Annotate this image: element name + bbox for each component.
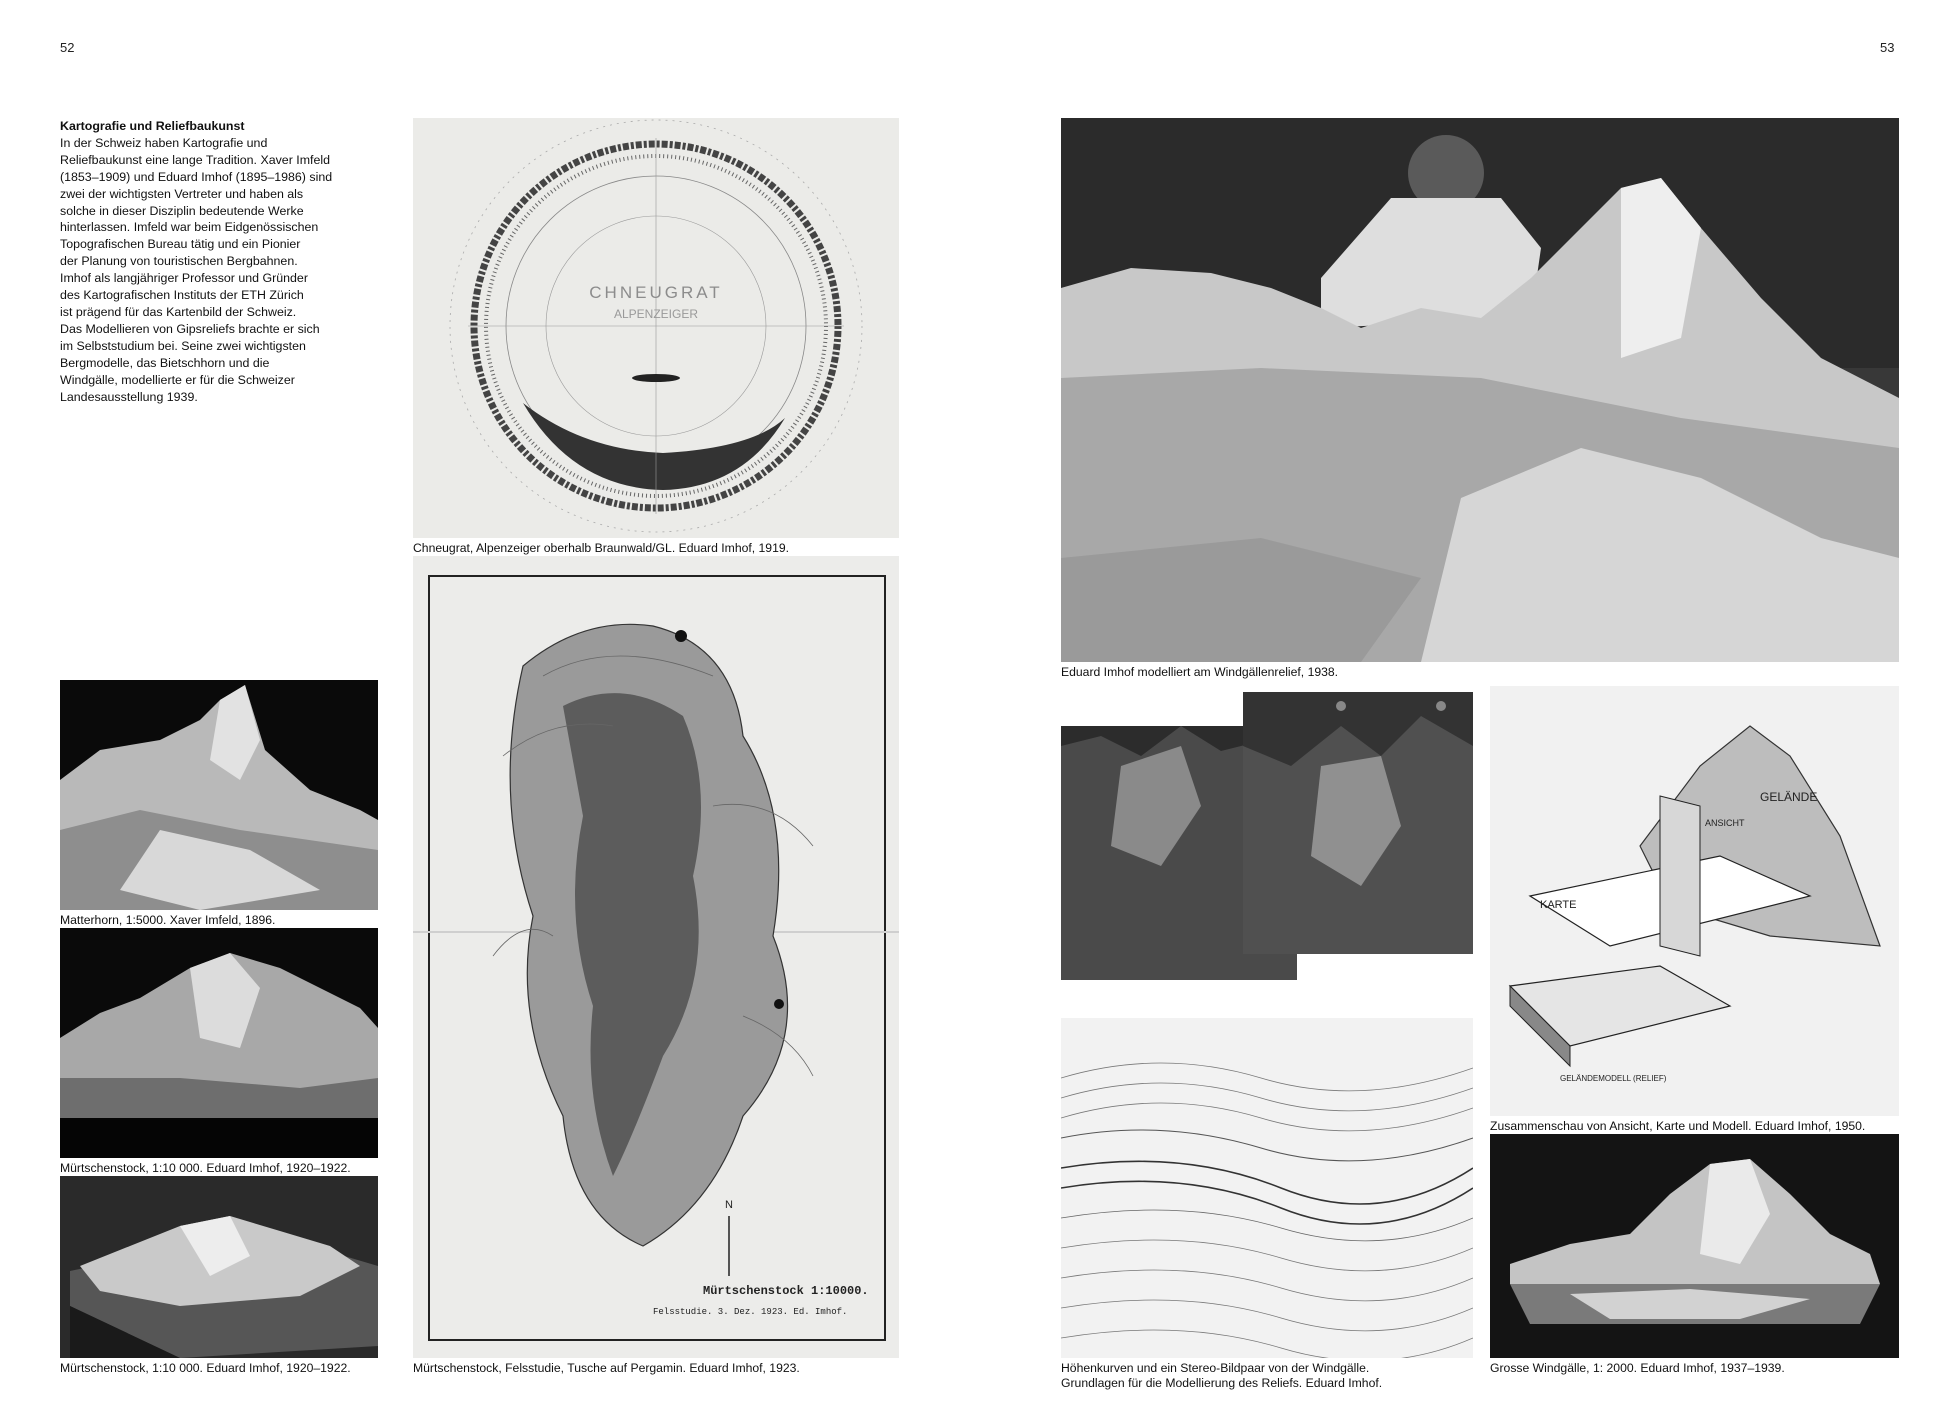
caption-matterhorn: Matterhorn, 1:5000. Xaver Imfeld, 1896. [60,913,276,927]
caption-zusammenschau: Zusammenschau von Ansicht, Karte und Modell. Eduard Imhof, 1950. [1490,1119,1866,1133]
intro-line: im Selbststudium bei. Seine zwei wichtigsten [60,338,306,353]
intro-line: hinterlassen. Imfeld war beim Eidgenössischen [60,220,319,235]
intro-line: Reliefbaukunst eine lange Tradition. Xaver Imfeld [60,152,330,167]
caption-hoehenkurven-line-1: Höhenkurven und ein Stereo-Bildpaar von der Windgälle. [1061,1361,1370,1375]
intro-line: Windgälle, modellierte er für die Schweizer [60,372,295,387]
page-number-right: 53 [1880,40,1895,55]
caption-chneugrat: Chneugrat, Alpenzeiger oberhalb Braunwald/GL. Eduard Imhof, 1919. [413,541,790,555]
felsstudie-drawing [413,556,899,1358]
caption-grosse-windgaelle: Grosse Windgälle, 1: 2000. Eduard Imhof, 1937–1939. [1490,1361,1785,1375]
intro-line: ist prägend für das Kartenbild der Schweiz. [60,304,297,319]
caption-hoehenkurven [1061,1361,1382,1391]
caption-hoehenkurven-line-2: Grundlagen für die Modellierung des Reliefs. Eduard Imhof. [1061,1376,1383,1390]
diagram-label-gelaende: GELÄNDE [1760,790,1818,804]
zusammenschau-diagram [1490,686,1899,1116]
page-number-left: 52 [60,40,75,55]
intro-body [60,135,378,406]
muertschenstock-relief-photo-2 [60,1176,378,1358]
intro-line: der Planung von touristischen Bergbahnen. [60,254,298,269]
intro-line: des Kartografischen Instituts der ETH Zürich [60,288,304,303]
chneugrat-panorama-drawing [413,118,899,538]
muertschenstock-relief-photo-1 [60,928,378,1158]
diagram-label-modell: GELÄNDEMODELL (RELIEF) [1560,1074,1667,1083]
chneugrat-center-subtitle: ALPENZEIGER [613,307,699,321]
stereo-photo-pair [1061,686,1473,980]
intro-heading: Kartografie und Reliefbaukunst [60,119,245,133]
intro-line: (1853–1909) und Eduard Imhof (1895–1986) sind [60,169,333,184]
diagram-label-ansicht: ANSICHT [1705,818,1745,828]
felsstudie-title-label: Mürtschenstock 1:10000. [703,1284,869,1298]
intro-line: In der Schweiz haben Kartografie und [60,135,268,150]
intro-text-block [60,118,378,405]
intro-line: Topografischen Bureau tätig und ein Pionier [60,237,301,252]
intro-line: Bergmodelle, das Bietschhorn und die [60,355,270,370]
intro-line: Das Modellieren von Gipsreliefs brachte er sich [60,321,320,336]
diagram-label-karte: KARTE [1540,899,1577,911]
felsstudie-note-label: Felsstudie. 3. Dez. 1923. Ed. Imhof. [653,1307,848,1317]
intro-line: Landesausstellung 1939. [60,389,198,404]
intro-line: Imhof als langjähriger Professor und Gründer [60,271,308,286]
grosse-windgaelle-relief-photo [1490,1134,1899,1358]
chneugrat-center-title: CHNEUGRAT [589,283,723,302]
intro-line: zwei der wichtigsten Vertreter und haben als [60,186,304,201]
felsstudie-north-label: N [725,1199,733,1211]
caption-felsstudie: Mürtschenstock, Felsstudie, Tusche auf Pergamin. Eduard Imhof, 1923. [413,1361,800,1375]
imhof-modelling-photo [1061,118,1899,662]
caption-imhof-photo: Eduard Imhof modelliert am Windgällenrelief, 1938. [1061,665,1339,679]
matterhorn-relief-photo [60,680,378,910]
caption-muertschenstock-2: Mürtschenstock, 1:10 000. Eduard Imhof, 1920–1922. [60,1361,351,1375]
hoehenkurven-contour-map [1061,1018,1473,1358]
intro-line: solche in dieser Disziplin bedeutende Werke [60,203,304,218]
caption-muertschenstock-1: Mürtschenstock, 1:10 000. Eduard Imhof, 1920–1922. [60,1161,351,1175]
